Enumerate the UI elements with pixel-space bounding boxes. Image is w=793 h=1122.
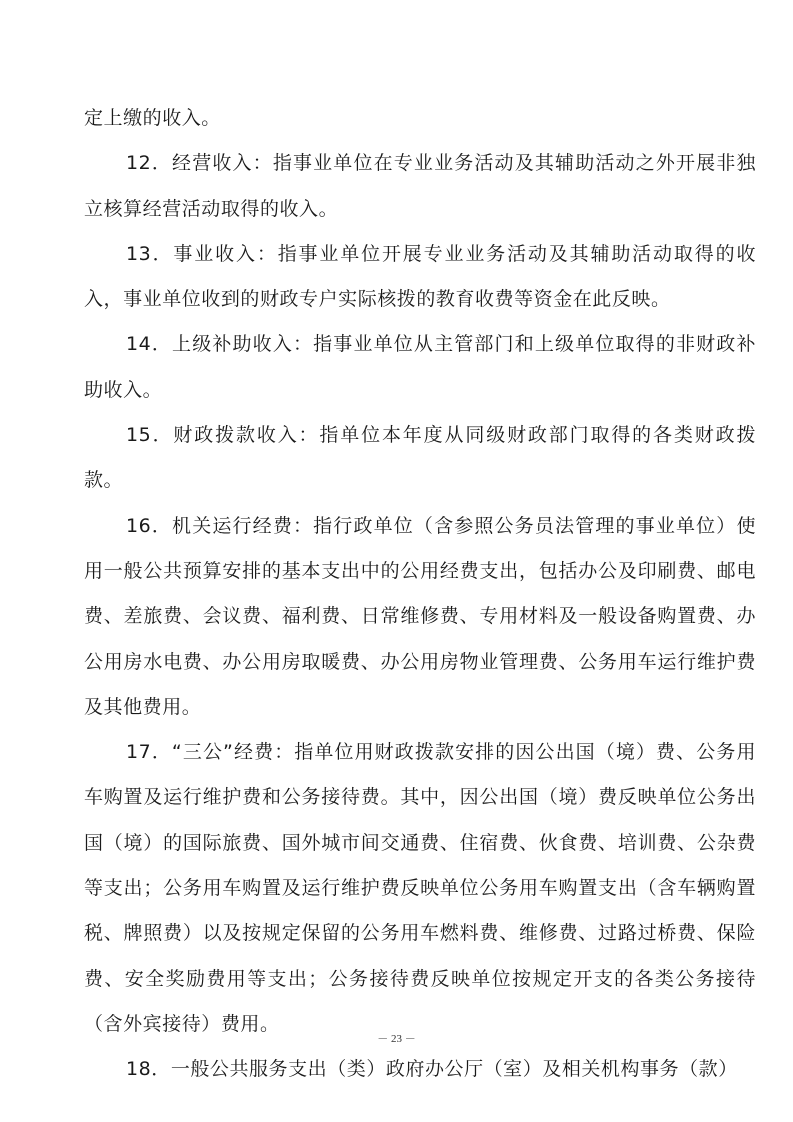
document-body <box>84 96 756 1093</box>
paragraph-continuation: 定上缴的收入。 <box>84 107 221 129</box>
paragraph-item-18: 18．一般公共服务支出（类）政府办公厅（室）及相关机构事务（款） <box>126 1058 738 1081</box>
paragraph-item-15: 15．财政拨款收入：指单位本年度从同级财政部门取得的各类财政拨款。 <box>84 424 756 492</box>
paragraph-item-16: 16．机关运行经费：指行政单位（含参照公务员法管理的事业单位）使用一般公共预算安排的基本支出中的公用经费支出，包括办公及印刷费、邮电费、差旅费、会议费、福利费、日常维修费、专用材料及一般设备购置费、办公用房水电费、办公用房取暖费、办公用房物业管理费、公务用车运行维护费及其他费用。 <box>84 514 756 718</box>
paragraph-item-13: 13．事业收入：指事业单位开展专业业务活动及其辅助活动取得的收入，事业单位收到的财政专户实际核拨的教育收费等资金在此反映。 <box>84 242 756 311</box>
paragraph-item-14: 14．上级补助收入：指事业单位从主管部门和上级单位取得的非财政补助收入。 <box>84 333 756 401</box>
paragraph-item-17: 17．“三公”经费：指单位用财政拨款安排的因公出国（境）费、公务用车购置及运行维护费和公务接待费。其中，因公出国（境）费反映单位公务出国（境）的国际旅费、国外城市间交通费、住宿费、伙食费、培训费、公杂费等支出；公务用车购置及运行维护费反映单位公务用车购置支出（含车辆购置税、牌照费）以及按规定保留的公务用车燃料费、维修费、过路过桥费、保险费、安全奖励费用等支出；公务接待费反映单位按规定开支的各类公务接待（含外宾接待）费用。 <box>84 741 756 1035</box>
page-number: － 23 － <box>377 1033 416 1045</box>
paragraph-item-12: 12．经营收入：指事业单位在专业业务活动及其辅助活动之外开展非独立核算经营活动取得的收入。 <box>84 152 756 220</box>
